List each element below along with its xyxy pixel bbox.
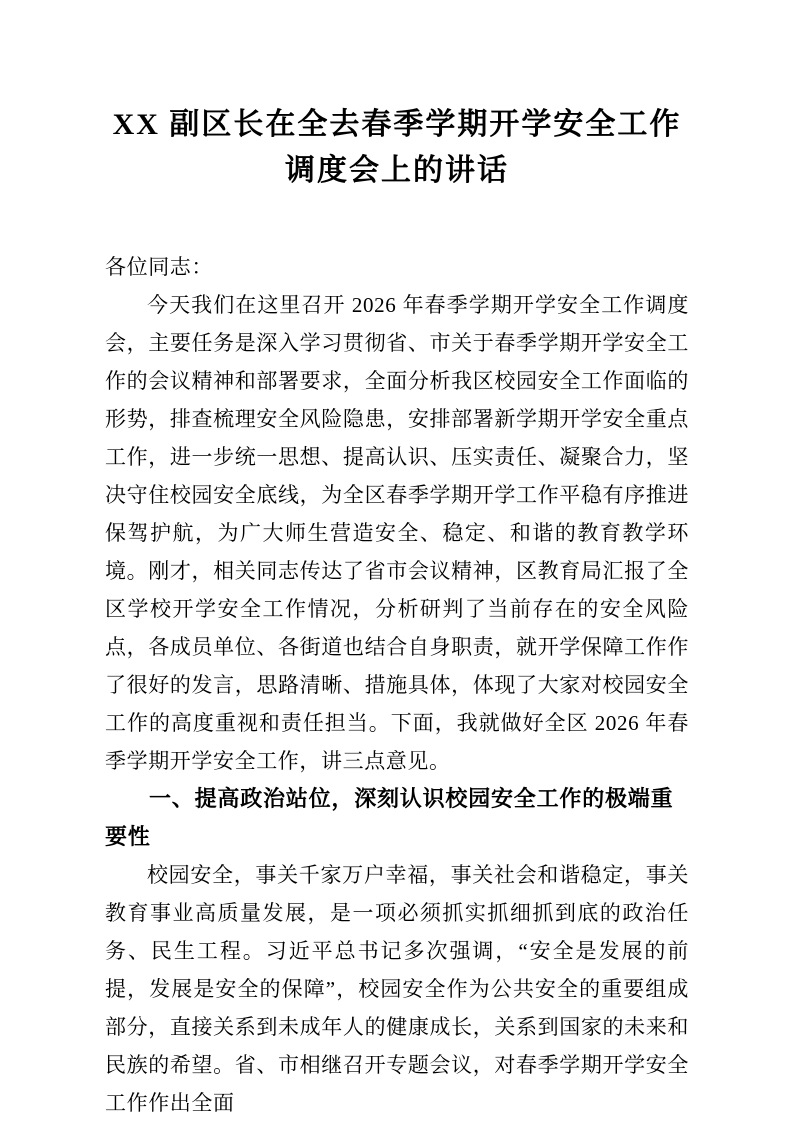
section-heading-1: 一、提高政治站位，深刻认识校园安全工作的极端重要性 [105, 786, 674, 849]
paragraph-section-1-body: 校园安全，事关千家万户幸福，事关社会和谐稳定，事关教育事业高质量发展，是一项必须抓实抓细抓到底的政治任务、民生工程。习近平总书记多次强调，“安全是发展的前提，发展是安全的保障”，校园安全作为公共安全的重要组成部分，直接关系到未成年人的健康成长，关系到国家的未来和民族的希望。省、市相继召开专题会议，对春季学期开学安全工作作出全面 [105, 863, 689, 1115]
title-line-2: 调度会上的讲话 [285, 154, 509, 187]
salutation: 各位同志： [105, 255, 213, 279]
paragraph-intro: 今天我们在这里召开 2026 年春季学期开学安全工作调度会，主要任务是深入学习贯彻省、市关于春季学期开学安全工作的会议精神和部署要求，全面分析我区校园安全工作面临的形势，排查梳理安全风险隐患，安排部署新学期开学安全重点工作，进一步统一思想、提高认识、压实责任、凝聚合力，坚决守住校园安全底线，为全区春季学期开学工作平稳有序推进保驾护航，为广大师生营造安全、稳定、和谐的教育教学环境。刚才，相关同志传达了省市会议精神，区教育局汇报了全区学校开学安全工作情况，分析研判了当前存在的安全风险点，各成员单位、各街道也结合自身职责，就开学保障工作作了很好的发言，思路清晰、措施具体，体现了大家对校园安全工作的高度重视和责任担当。下面，我就做好全区 2026 年春季学期开学安全工作，讲三点意见。 [105, 293, 689, 773]
title-line-1: XX 副区长在全去春季学期开学安全工作 [112, 108, 682, 141]
document-title [105, 102, 689, 194]
